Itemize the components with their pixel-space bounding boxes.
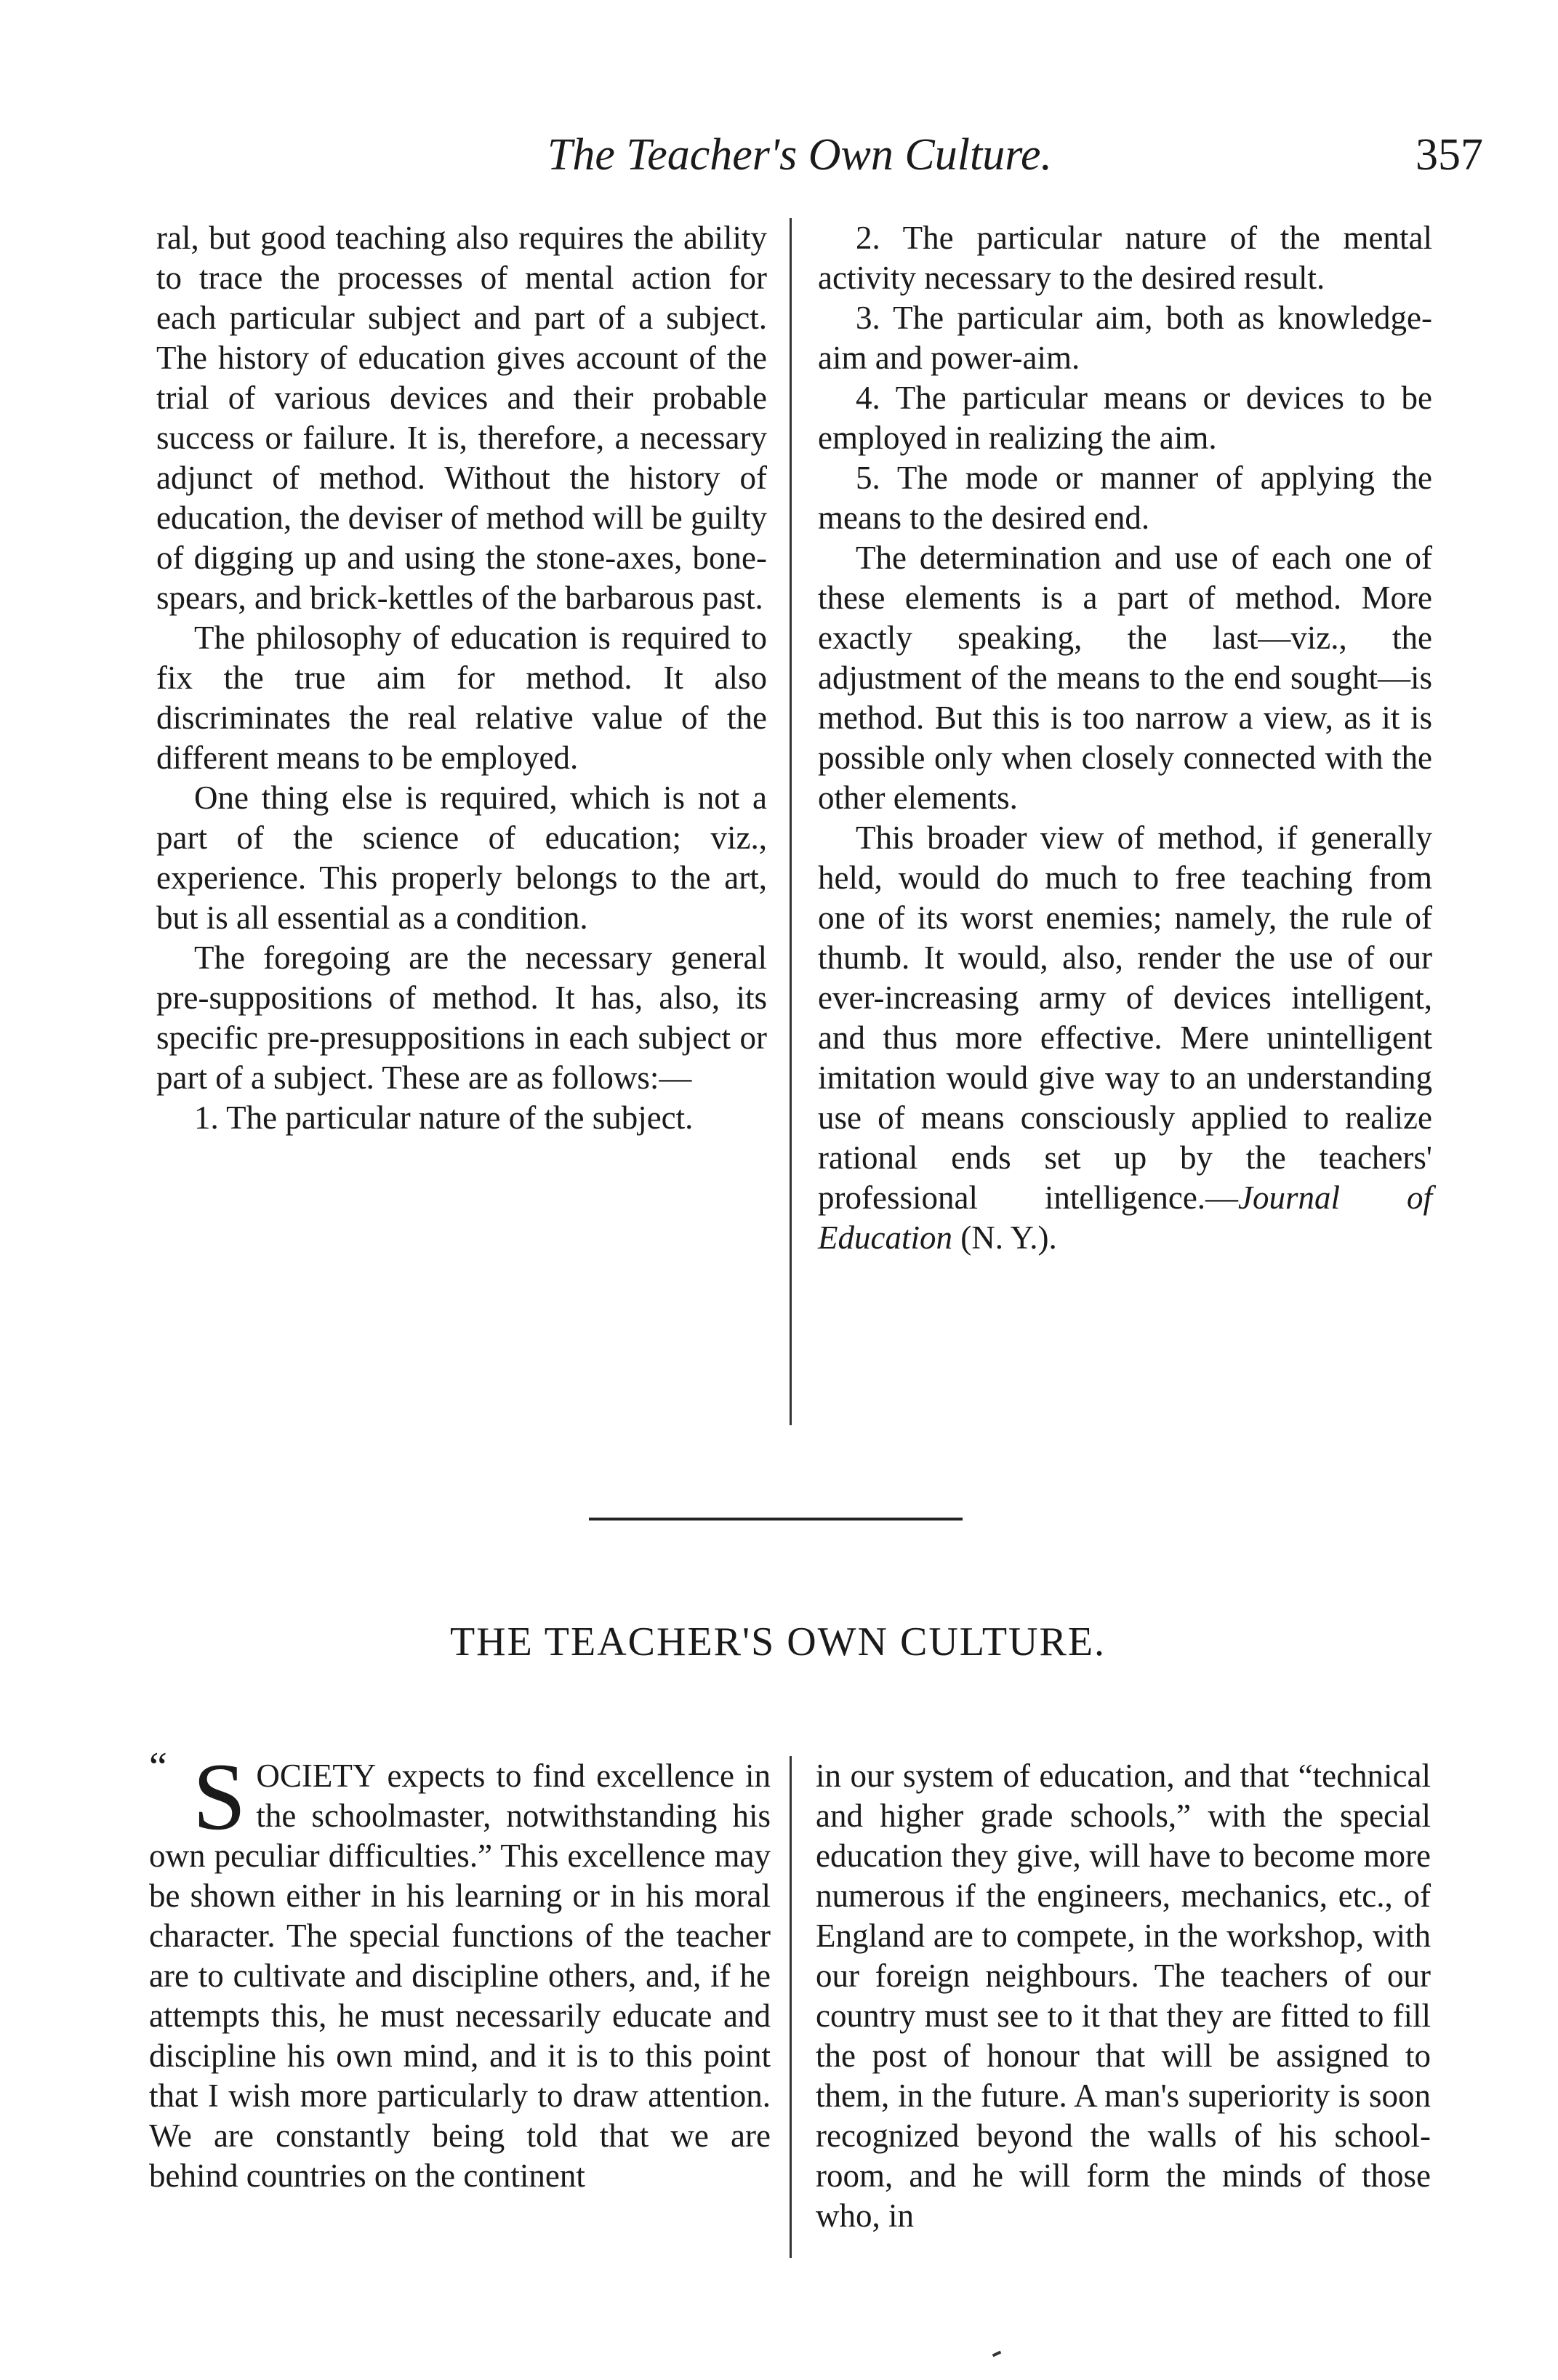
drop-cap: S bbox=[193, 1743, 246, 1850]
bottom-right-column bbox=[816, 1756, 1431, 2236]
source-suffix: (N. Y.). bbox=[952, 1219, 1057, 1256]
open-quote-mark: “ bbox=[149, 1744, 167, 1790]
list-item: 5. The mode or manner of applying the means to the desired end. bbox=[818, 460, 1432, 536]
paragraph: ral, but good teaching also requires the ability to trace the processes of mental action for each particular subject and part of a subject. The history of education gives account of the trial of various devices and their probable success or failure. It is, therefore, a necessary adjunct of method. Without the history of education, the deviser of method will be guilty of digging up and using the stone-axes, bone-spears, and brick-kettles of the barbarous past. bbox=[156, 220, 767, 616]
paragraph: in our system of education, and that “technical and higher grade schools,” with the special education they give, will have to become more numerous if the engineers, mechanics, etc., of England are to compete, in the workshop, with our foreign neighbours. The teachers of our country must see to it that they are fitted to fill the post of honour that will be assigned to them, in the future. A man's superiority is soon recognized beyond the walls of his school-room, and he will form the minds of those who, in bbox=[816, 1758, 1431, 2234]
source-citation: Journal of Education bbox=[818, 1179, 1432, 1256]
paragraph-text: expects to find excellence in the schoolmaster, notwithstanding his own peculiar difficulties.” This excellence may be shown either in his learning or in his moral character. The special functions of the teacher are to cultivate and discipline others, and, if he attempts this, he must necessarily educate and discipline his own mind, and it is to this point that I wish more particularly to draw attention. We are constantly being told that we are behind countries on the continent bbox=[149, 1758, 771, 2194]
paragraph bbox=[818, 818, 1432, 1258]
list-item: 4. The particular means or devices to be employed in realizing the aim. bbox=[818, 380, 1432, 456]
paragraph-text: This broader view of method, if generally held, would do much to free teaching from one of its worst enemies; namely, the rule of thumb. It would, also, render the use of our ever-increasing army of devices intelligent, and thus more effective. Mere unintelligent imitation would give way to an understanding use of means consciously applied to realize rational ends set up by the teachers' professional intelligence.— bbox=[818, 820, 1432, 1216]
list-item: 2. The particular nature of the mental activity necessary to the desired result. bbox=[818, 220, 1432, 296]
page-number: 357 bbox=[1416, 130, 1483, 180]
paragraph: One thing else is required, which is not a part of the science of education; viz., experience. This properly belongs to the art, but is all essential as a condition. bbox=[156, 780, 767, 936]
bottom-left-column bbox=[149, 1743, 771, 2196]
list-item: 3. The particular aim, both as knowledge-aim and power-aim. bbox=[818, 300, 1432, 376]
section-title: THE TEACHER'S OWN CULTURE. bbox=[449, 1619, 1107, 1664]
top-right-column bbox=[818, 218, 1432, 1258]
list-item: 1. The particular nature of the subject. bbox=[194, 1099, 694, 1136]
paragraph: The foregoing are the necessary general pre-suppositions of method. It has, also, its specific pre-presuppositions in each subject or part of a subject. These are as follows:— bbox=[156, 939, 767, 1096]
stray-ink-mark bbox=[992, 2351, 1002, 2357]
column-divider bbox=[790, 1756, 792, 2258]
first-word: OCIETY bbox=[256, 1758, 377, 1794]
running-header-title: The Teacher's Own Culture. bbox=[547, 130, 1053, 180]
paragraph: The philosophy of education is required to fix the true aim for method. It also discriminates the real relative value of the different means to be employed. bbox=[156, 620, 767, 776]
paragraph bbox=[149, 1743, 771, 2196]
section-separator-rule bbox=[589, 1518, 963, 1520]
top-left-column bbox=[156, 218, 767, 1138]
column-divider bbox=[790, 218, 792, 1425]
paragraph: The determination and use of each one of these elements is a part of method. More exactly speaking, the last—viz., the adjustment of the means to the end sought—is method. But this is too narrow a view, as it is possible only when closely connected with the other elements. bbox=[818, 540, 1432, 816]
